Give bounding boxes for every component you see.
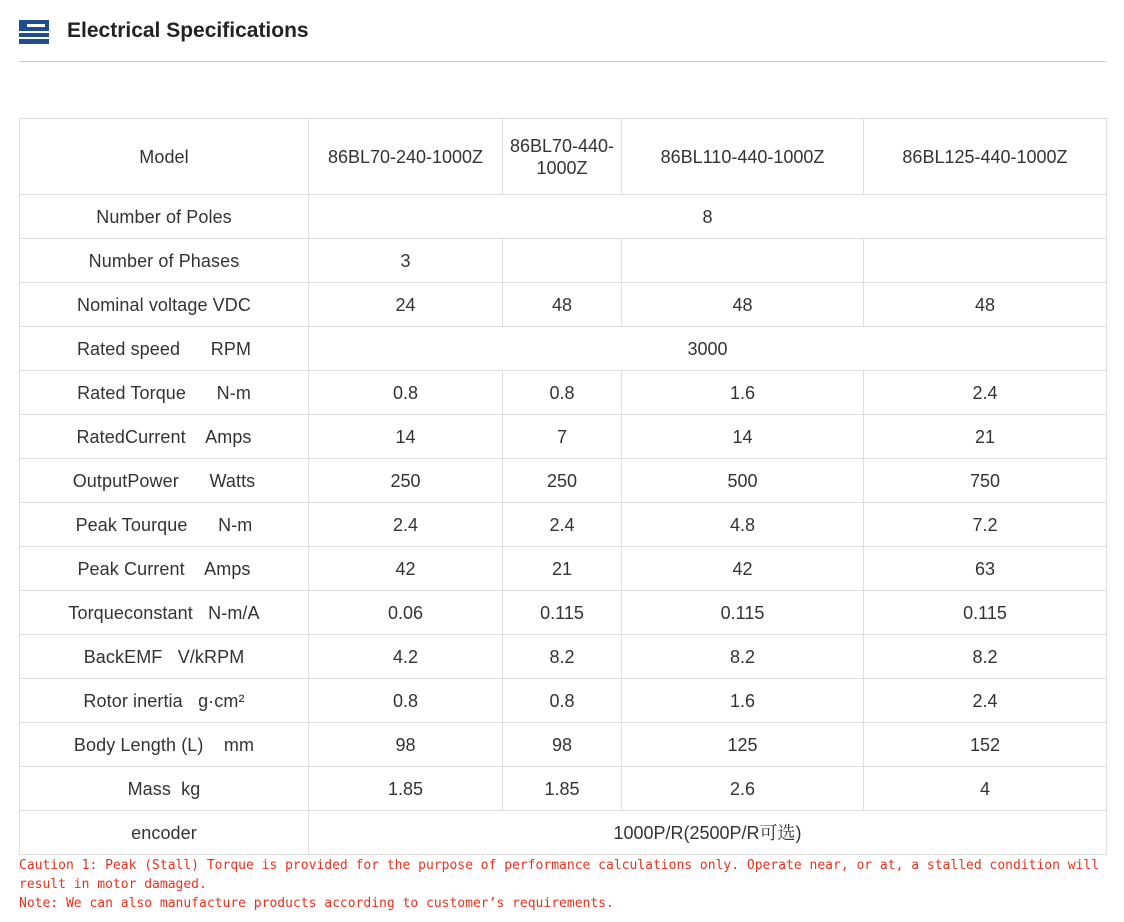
row-label: Number of Poles <box>20 195 309 239</box>
value-cell: 1.85 <box>503 767 622 811</box>
value-cell: 2.4 <box>503 503 622 547</box>
section-bars-icon <box>19 20 49 44</box>
value-cell: 750 <box>864 459 1107 503</box>
value-cell: 98 <box>309 723 503 767</box>
value-cell: 2.4 <box>309 503 503 547</box>
value-cell: 4.8 <box>622 503 864 547</box>
value-cell: 7.2 <box>864 503 1107 547</box>
peak-current-row <box>20 547 1107 591</box>
value-cell: 0.115 <box>503 591 622 635</box>
value-cell <box>503 239 622 283</box>
merged-value-cell: 1000P/R(2500P/R可选) <box>309 811 1107 855</box>
value-cell: 24 <box>309 283 503 327</box>
value-cell: 0.8 <box>503 371 622 415</box>
value-cell <box>864 239 1107 283</box>
peak-torque-row <box>20 503 1107 547</box>
value-cell: 48 <box>864 283 1107 327</box>
value-cell: 42 <box>622 547 864 591</box>
model-name-cell: 86BL125-440-1000Z <box>864 119 1107 195</box>
merged-value-cell: 8 <box>309 195 1107 239</box>
row-label: Rated speed RPM <box>20 327 309 371</box>
value-cell: 152 <box>864 723 1107 767</box>
value-cell: 0.06 <box>309 591 503 635</box>
value-cell: 42 <box>309 547 503 591</box>
encoder-row <box>20 811 1107 855</box>
value-cell: 14 <box>622 415 864 459</box>
power-row <box>20 459 1107 503</box>
value-cell: 2.4 <box>864 679 1107 723</box>
row-label: Peak Tourque N-m <box>20 503 309 547</box>
customization-note: Note: We can also manufacture products according to customer’s requirements. <box>19 896 614 911</box>
value-cell: 8.2 <box>622 635 864 679</box>
value-cell: 0.8 <box>309 371 503 415</box>
row-label: Nominal voltage VDC <box>20 283 309 327</box>
row-label: Number of Phases <box>20 239 309 283</box>
value-cell: 1.6 <box>622 679 864 723</box>
rotor-inertia-row <box>20 679 1107 723</box>
voltage-row <box>20 283 1107 327</box>
value-cell: 0.8 <box>503 679 622 723</box>
value-cell: 2.4 <box>864 371 1107 415</box>
row-label: Peak Current Amps <box>20 547 309 591</box>
value-cell: 98 <box>503 723 622 767</box>
phases-row <box>20 239 1107 283</box>
value-cell: 0.115 <box>864 591 1107 635</box>
page-title: Electrical Specifications <box>67 19 309 42</box>
value-cell: 3 <box>309 239 503 283</box>
body-length-row <box>20 723 1107 767</box>
value-cell: 0.115 <box>622 591 864 635</box>
value-cell: 500 <box>622 459 864 503</box>
current-row <box>20 415 1107 459</box>
value-cell: 21 <box>503 547 622 591</box>
row-label: Torqueconstant N-m/A <box>20 591 309 635</box>
model-row <box>20 119 1107 195</box>
back-emf-row <box>20 635 1107 679</box>
value-cell: 4.2 <box>309 635 503 679</box>
row-label: RatedCurrent Amps <box>20 415 309 459</box>
poles-row <box>20 195 1107 239</box>
value-cell: 21 <box>864 415 1107 459</box>
row-label: Rotor inertia g·cm² <box>20 679 309 723</box>
model-name-cell: 86BL70-240-1000Z <box>309 119 503 195</box>
value-cell: 1.6 <box>622 371 864 415</box>
torque-constant-row <box>20 591 1107 635</box>
value-cell: 63 <box>864 547 1107 591</box>
section-header <box>19 14 1106 62</box>
caution-note: Caution 1: Peak (Stall) Torque is provided for the purpose of performance calculations only. Operate near, or at, a stalled condition will result in motor damaged. <box>19 858 1100 892</box>
notes-block <box>19 856 1109 913</box>
value-cell <box>622 239 864 283</box>
value-cell: 7 <box>503 415 622 459</box>
mass-row <box>20 767 1107 811</box>
torque-row <box>20 371 1107 415</box>
row-label: Rated Torque N-m <box>20 371 309 415</box>
merged-value-cell: 3000 <box>309 327 1107 371</box>
value-cell: 2.6 <box>622 767 864 811</box>
value-cell: 250 <box>503 459 622 503</box>
row-label: Body Length (L) mm <box>20 723 309 767</box>
value-cell: 8.2 <box>864 635 1107 679</box>
value-cell: 48 <box>622 283 864 327</box>
value-cell: 250 <box>309 459 503 503</box>
row-label: Mass kg <box>20 767 309 811</box>
spec-table <box>19 118 1107 855</box>
row-label: encoder <box>20 811 309 855</box>
model-name-cell: 86BL70-440-1000Z <box>503 119 622 195</box>
row-label: BackEMF V/kRPM <box>20 635 309 679</box>
value-cell: 48 <box>503 283 622 327</box>
row-label: Model <box>20 119 309 195</box>
value-cell: 4 <box>864 767 1107 811</box>
row-label: OutputPower Watts <box>20 459 309 503</box>
value-cell: 125 <box>622 723 864 767</box>
model-name-cell: 86BL110-440-1000Z <box>622 119 864 195</box>
speed-row <box>20 327 1107 371</box>
value-cell: 1.85 <box>309 767 503 811</box>
value-cell: 14 <box>309 415 503 459</box>
value-cell: 8.2 <box>503 635 622 679</box>
value-cell: 0.8 <box>309 679 503 723</box>
